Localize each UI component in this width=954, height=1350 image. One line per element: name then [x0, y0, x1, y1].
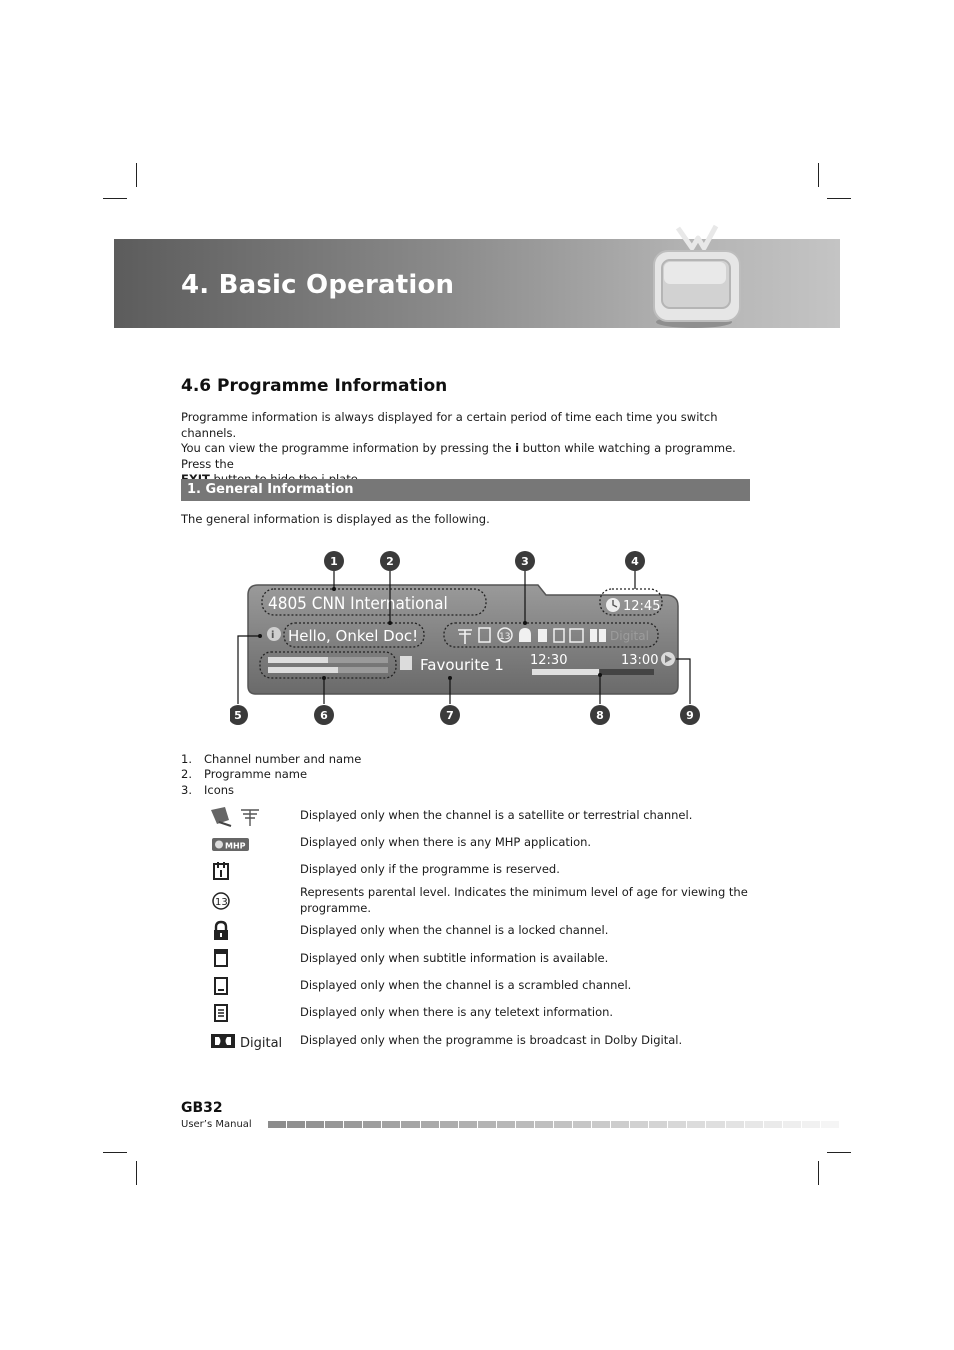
favourite-icon: [400, 656, 412, 670]
footer-bar-segment: [287, 1121, 305, 1128]
list-item: 3. Icons: [181, 783, 235, 797]
footer-bar-segment: [306, 1121, 324, 1128]
iplate-diagram: [230, 548, 720, 733]
footer-bar-segment: [363, 1121, 381, 1128]
icon-description: Displayed only when the programme is broadcast in Dolby Digital.: [300, 1033, 683, 1047]
parental-level-icon: [205, 889, 285, 913]
footer-bar-segment: [325, 1121, 343, 1128]
footer-bar-segment: [592, 1121, 610, 1128]
subsection-bar: [181, 479, 750, 501]
subsection-description: The general information is displayed as the following.: [181, 512, 490, 526]
footer-bar-segment: [649, 1121, 667, 1128]
footer-bar-segment: [573, 1121, 591, 1128]
callout-7: 7: [446, 709, 454, 722]
crop-mark: [827, 198, 851, 199]
iplate-channel: 4805 CNN International: [268, 594, 448, 614]
footer-bar-segment: [554, 1121, 572, 1128]
callout-9: 9: [686, 709, 694, 722]
footer-bar-segment: [535, 1121, 553, 1128]
footer-bar-segment: [821, 1121, 839, 1128]
footer-bar-segment: [516, 1121, 534, 1128]
intro-line: You can view the programme information by pressing the i button while watching a programme. Press the: [181, 441, 736, 471]
callout-4: 4: [631, 555, 639, 568]
crop-mark: [818, 163, 819, 187]
icon-description: Displayed only when subtitle information is available.: [300, 951, 609, 965]
mhp-icon: [205, 835, 285, 859]
callout-8: 8: [596, 709, 604, 722]
iplate-time: 12:45: [623, 599, 661, 614]
iplate-programme: Hello, Onkel Doc!: [288, 627, 419, 645]
subsection-title: 1. General Information: [187, 482, 354, 497]
svg-text:Digital: Digital: [240, 1036, 283, 1051]
footer-bar-segment: [478, 1121, 496, 1128]
crop-mark: [136, 163, 137, 187]
chapter-title: 4. Basic Operation: [181, 270, 455, 300]
svg-text:13: 13: [499, 632, 511, 642]
footer-bar-segment: [611, 1121, 629, 1128]
icon-description: Displayed only when the channel is a satellite or terrestrial channel.: [300, 808, 693, 822]
footer-bar-segment: [802, 1121, 820, 1128]
manual-label: User’s Manual: [181, 1119, 252, 1130]
scrambled-icon: [205, 975, 285, 999]
page-number: GB32: [181, 1100, 223, 1116]
footer-bar-segment: [706, 1121, 724, 1128]
teletext-icon: [205, 1002, 285, 1026]
lock-icon: [205, 920, 285, 944]
footer-gradient-bar: [268, 1121, 840, 1128]
footer-bar-segment: [459, 1121, 477, 1128]
tv-logo-icon: [640, 218, 750, 333]
callout-1: 1: [330, 555, 338, 568]
footer-bar-segment: [344, 1121, 362, 1128]
section-title: 4.6 Programme Information: [181, 376, 448, 396]
crop-mark: [103, 198, 127, 199]
footer-bar-segment: [687, 1121, 705, 1128]
iplate-end-time: 13:00: [621, 653, 659, 668]
footer-bar-segment: [440, 1121, 458, 1128]
footer-bar-segment: [497, 1121, 515, 1128]
callout-6: 6: [320, 709, 328, 722]
icon-description: Represents parental level. Indicates the minimum level of age for viewing the programme.: [300, 885, 748, 915]
svg-text:13: 13: [215, 897, 228, 908]
footer-bar-segment: [630, 1121, 648, 1128]
iplate-favourite: Favourite 1: [420, 656, 504, 674]
icon-description: Displayed only when the channel is a scrambled channel.: [300, 978, 632, 992]
reserved-icon: [205, 860, 285, 884]
subtitle-icon: [205, 947, 285, 971]
footer-bar-segment: [783, 1121, 801, 1128]
footer-bar-segment: [401, 1121, 419, 1128]
crop-mark: [136, 1161, 137, 1185]
svg-text:i: i: [271, 630, 275, 641]
callout-5: 5: [234, 709, 242, 722]
footer-bar-segment: [668, 1121, 686, 1128]
intro-paragraph: [181, 410, 753, 488]
callout-3: 3: [521, 555, 529, 568]
dolby-digital-icon: [205, 1030, 285, 1054]
crop-mark: [103, 1152, 127, 1153]
footer-bar-segment: [268, 1121, 286, 1128]
icon-description: Displayed only if the programme is reserved.: [300, 862, 560, 876]
callout-2: 2: [386, 555, 394, 568]
icon-description: Displayed only when the channel is a locked channel.: [300, 923, 609, 937]
intro-line: Programme information is always displayed for a certain period of time each time you switch channels.: [181, 410, 718, 440]
icon-description: Displayed only when there is any teletext information.: [300, 1005, 614, 1019]
satellite-terrestrial-icon: [205, 804, 285, 828]
iplate-dolby: Digital: [610, 629, 649, 643]
footer-bar-segment: [745, 1121, 763, 1128]
svg-text:MHP: MHP: [225, 841, 246, 851]
crop-mark: [827, 1152, 851, 1153]
list-item: 2. Programme name: [181, 767, 308, 781]
iplate-progress-fill: [532, 669, 599, 675]
list-item: 1. Channel number and name: [181, 752, 362, 766]
footer-bar-segment: [764, 1121, 782, 1128]
footer-bar-segment: [726, 1121, 744, 1128]
iplate-start-time: 12:30: [530, 653, 568, 668]
footer-bar-segment: [421, 1121, 439, 1128]
footer-bar-segment: [382, 1121, 400, 1128]
icon-description: Displayed only when there is any MHP application.: [300, 835, 592, 849]
crop-mark: [818, 1161, 819, 1185]
